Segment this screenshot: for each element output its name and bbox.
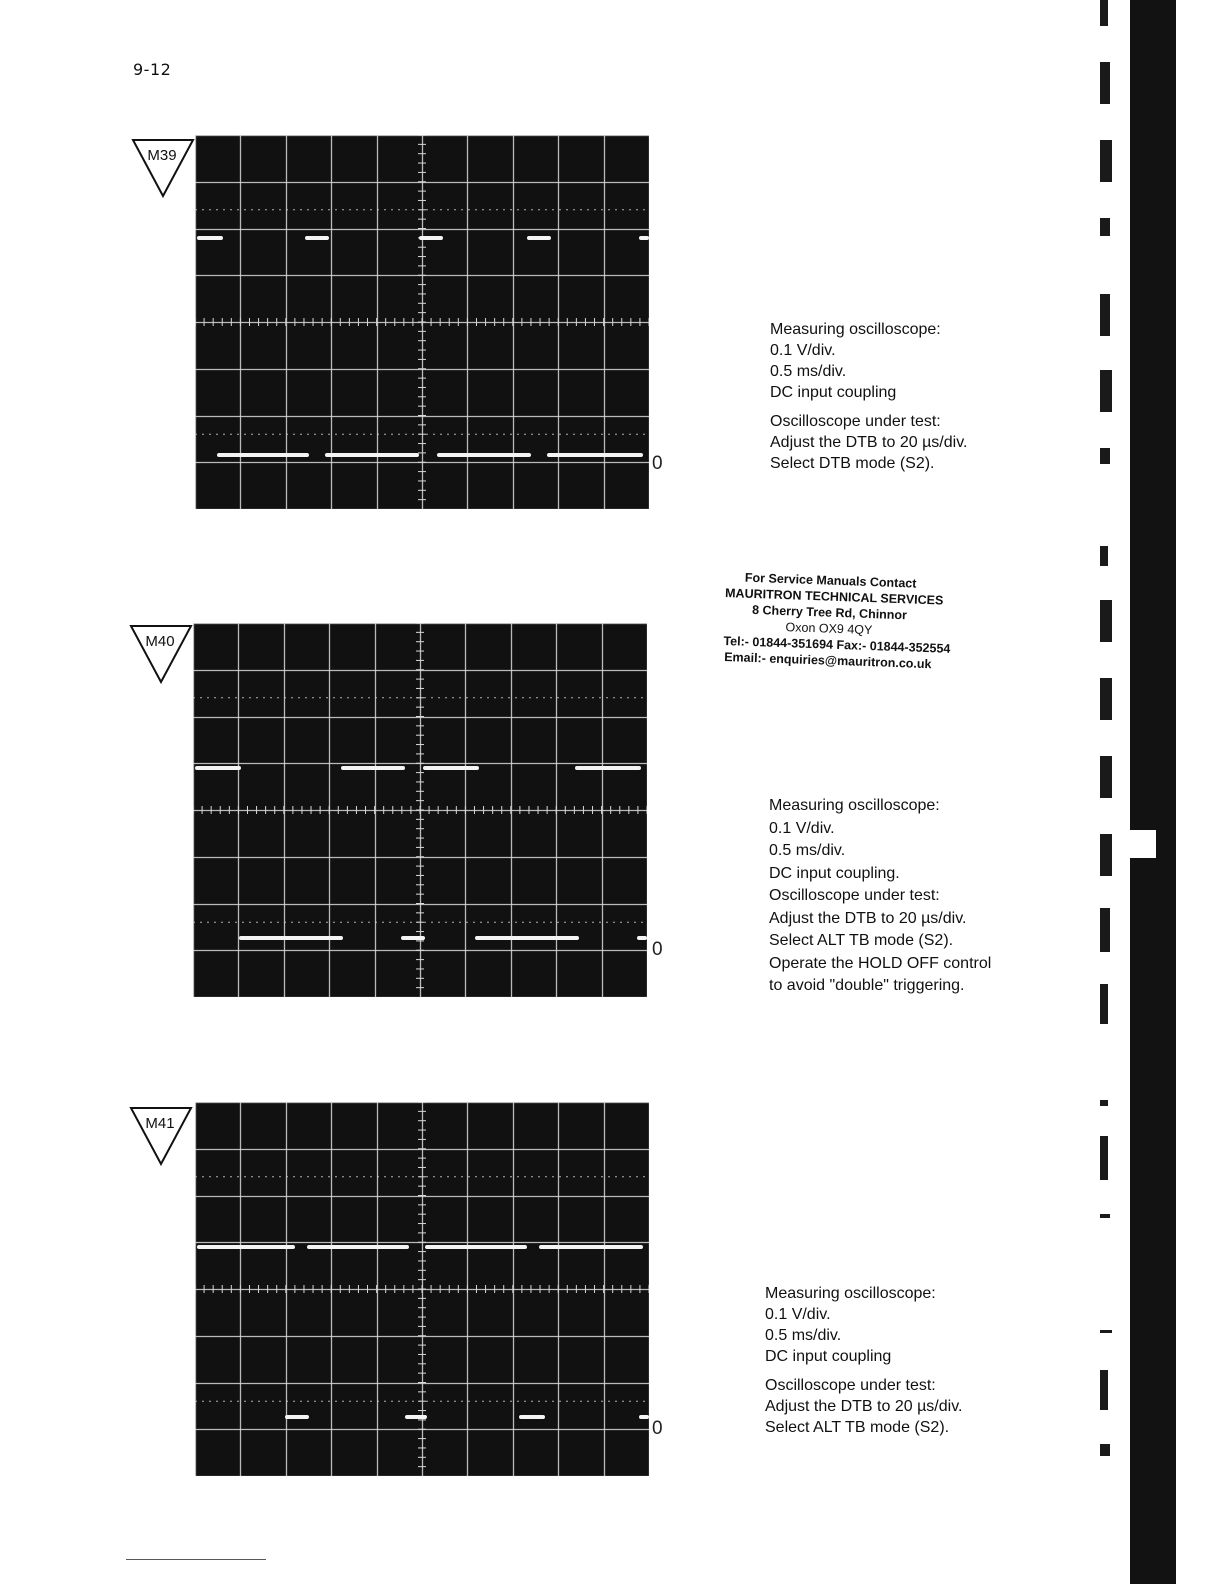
note-gap xyxy=(770,403,967,411)
note-line: Adjust the DTB to 20 µs/div. xyxy=(765,1398,963,1415)
note-line: 0.1 V/div. xyxy=(765,1306,831,1323)
figure-marker-m41 xyxy=(129,1106,193,1166)
thumb-tab-strip xyxy=(1130,0,1176,1584)
note-line: to avoid "double" triggering. xyxy=(769,977,965,994)
note-line: Measuring oscilloscope: xyxy=(770,321,941,338)
thumb-tab-marker xyxy=(1130,830,1156,858)
note-line: Measuring oscilloscope: xyxy=(769,797,940,814)
note-line: DC input coupling. xyxy=(769,864,900,882)
edge-mark xyxy=(1100,218,1110,236)
edge-mark xyxy=(1100,1136,1108,1180)
note-line: 0.5 ms/div. xyxy=(765,1327,842,1344)
figure-notes-m41 xyxy=(765,1283,962,1438)
edge-mark xyxy=(1100,834,1112,876)
edge-mark xyxy=(1100,756,1112,798)
edge-mark xyxy=(1100,1444,1110,1456)
note-line: Oscilloscope under test: xyxy=(770,413,941,430)
edge-mark xyxy=(1100,140,1112,182)
stamp-line: MAURITRON TECHNICAL SERVICES xyxy=(724,585,944,608)
page-number: 9-12 xyxy=(133,60,172,79)
note-line: Oscilloscope under test: xyxy=(765,1377,936,1394)
note-line: Adjust the DTB to 20 µs/div. xyxy=(769,909,967,927)
note-line: Select ALT TB mode (S2). xyxy=(765,1419,950,1436)
note-line: 0.1 V/div. xyxy=(770,342,836,359)
edge-mark xyxy=(1100,1100,1108,1106)
edge-mark xyxy=(1100,908,1110,952)
edge-mark xyxy=(1100,600,1112,642)
oscilloscope-screen-m40 xyxy=(193,623,647,997)
zero-level-label: 0 xyxy=(652,1418,663,1439)
oscilloscope-screen-m41 xyxy=(195,1102,649,1476)
figure-notes-m39 xyxy=(770,319,967,474)
edge-mark xyxy=(1100,448,1110,464)
stamp-line: For Service Manuals Contact xyxy=(744,570,917,591)
edge-mark xyxy=(1100,984,1108,1024)
figure-notes-m40 xyxy=(769,795,991,998)
edge-mark xyxy=(1100,0,1108,26)
edge-mark xyxy=(1100,546,1108,566)
note-line: 0.1 V/div. xyxy=(769,819,835,837)
edge-mark xyxy=(1100,370,1112,412)
note-line: Select ALT TB mode (S2). xyxy=(769,932,954,949)
oscilloscope-screen-m39 xyxy=(195,135,649,509)
marker-label: M40 xyxy=(145,633,175,650)
note-line: Measuring oscilloscope: xyxy=(765,1285,936,1302)
zero-level-label: 0 xyxy=(652,453,663,474)
figure-marker-m39 xyxy=(131,138,195,198)
stamp-line: 8 Cherry Tree Rd, Chinnor xyxy=(751,602,908,623)
note-gap xyxy=(765,1367,962,1375)
note-line: Operate the HOLD OFF control xyxy=(769,954,992,972)
edge-mark xyxy=(1100,62,1110,104)
footer-rule xyxy=(126,1559,266,1560)
zero-level-label: 0 xyxy=(652,939,663,960)
edge-mark xyxy=(1100,678,1112,720)
edge-mark xyxy=(1100,1330,1112,1333)
note-line: Adjust the DTB to 20 µs/div. xyxy=(770,434,968,451)
note-line: Oscilloscope under test: xyxy=(769,887,940,904)
figure-marker-m40 xyxy=(129,624,193,684)
note-line: Select DTB mode (S2). xyxy=(770,455,935,472)
stamp-line: Oxon OX9 4QY xyxy=(785,620,873,638)
stamp-line: Email:- enquiries@mauritron.co.uk xyxy=(723,649,932,672)
stamp-line: Tel:- 01844-351694 Fax:- 01844-352554 xyxy=(723,633,951,656)
note-line: DC input coupling xyxy=(765,1348,892,1365)
note-line: 0.5 ms/div. xyxy=(770,363,847,380)
note-line: 0.5 ms/div. xyxy=(769,842,846,859)
marker-label: M41 xyxy=(145,1115,175,1132)
marker-label: M39 xyxy=(147,147,177,164)
edge-mark xyxy=(1100,1214,1110,1218)
edge-mark xyxy=(1100,294,1110,336)
note-line: DC input coupling xyxy=(770,384,897,401)
service-contact-stamp xyxy=(723,569,951,672)
edge-mark xyxy=(1100,1370,1108,1410)
